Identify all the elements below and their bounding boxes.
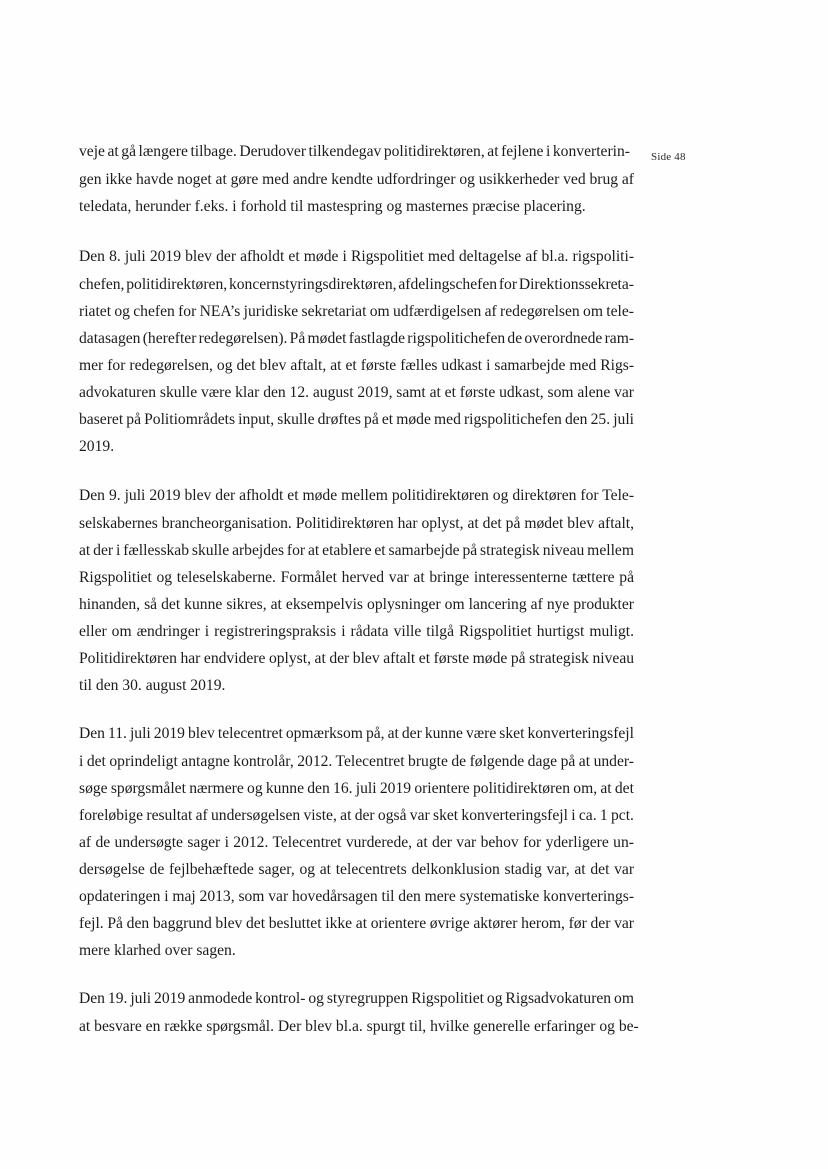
text-line: advokaturen skulle være klar den 12. august 2019, samt at et første udkast, som alene var: [79, 384, 634, 401]
text-line: Den 19. juli 2019 anmodede kontrol- og styregruppen Rigspolitiet og Rigsadvokaturen om: [79, 990, 634, 1007]
text-line: fejl. På den baggrund blev det besluttet ikke at orientere øvrige aktører herom, før der var: [79, 915, 634, 932]
text-line: af de undersøgte sager i 2012. Telecentret vurderede, at der var behov for yderligere un-: [79, 834, 634, 851]
text-line: veje at gå længere tilbage. Derudover tilkendegav politidirektøren, at fejlene i konverterin-: [79, 143, 630, 160]
text-line: eller om ændringer i registreringspraksis i rådata ville tilgå Rigspolitiet hurtigst muligt.: [79, 623, 634, 640]
text-line: mere klarhed over sagen.: [79, 942, 236, 959]
text-line: chefen, politidirektøren, koncernstyringsdirektøren, afdelingschefen for Direktionssekreta-: [79, 276, 635, 293]
text-line: Politidirektøren har endvidere oplyst, at der blev aftalt et første møde på strategisk niveau: [79, 650, 635, 667]
text-line: selskabernes brancheorganisation. Politidirektøren har oplyst, at det på mødet blev aftalt,: [79, 515, 635, 532]
text-line: gen ikke havde noget at gøre med andre kendte udfordringer og usikkerheder ved brug af: [79, 171, 634, 188]
text-line: 2019.: [79, 438, 115, 455]
text-line: at der i fællesskab skulle arbejdes for at etablere et samarbejde på strategisk niveau mellem: [79, 542, 634, 559]
text-line: i det oprindeligt antagne kontrolår, 2012. Telecentret brugte de følgende dage på at under-: [79, 753, 634, 770]
text-line: søge spørgsmålet nærmere og kunne den 16. juli 2019 orientere politidirektøren om, at det: [79, 780, 634, 797]
text-line: Den 11. juli 2019 blev telecentret opmærksom på, at der kunne være sket konverteringsfejl: [79, 725, 634, 742]
text-line: foreløbige resultat af undersøgelsen viste, at der også var sket konverteringsfejl i ca. 1 pct.: [79, 807, 634, 824]
text-line: teledata, herunder f.eks. i forhold til mastespring og masternes præcise placering.: [79, 198, 586, 215]
text-line: mer for redegørelsen, og det blev aftalt, at et første fælles udkast i samarbejde med Rigs-: [79, 357, 635, 374]
text-line: Den 9. juli 2019 blev der afholdt et møde mellem politidirektøren og direktøren for Tele-: [79, 487, 635, 504]
text-line: at besvare en række spørgsmål. Der blev bl.a. spurgt til, hvilke generelle erfaringer og be-: [79, 1018, 639, 1035]
text-line: hinanden, så det kunne sikres, at eksempelvis oplysninger om lancering af nye produkter: [79, 596, 634, 613]
text-line: baseret på Politiområdets input, skulle drøftes på et møde med rigspolitichefen den 25. juli: [79, 411, 635, 428]
text-line: Rigspolitiet og teleselskaberne. Formålet herved var at bringe interessenterne tættere på: [79, 569, 634, 586]
text-line: riatet og chefen for NEA’s juridiske sekretariat om udfærdigelsen af redegørelsen om tele-: [79, 303, 634, 320]
text-line: Den 8. juli 2019 blev der afholdt et møde i Rigspolitiet med deltagelse af bl.a. rigspoliti-: [79, 248, 635, 265]
text-line: til den 30. august 2019.: [79, 677, 226, 694]
page-number-label: Side 48: [651, 151, 686, 163]
text-line: datasagen (herefter redegørelsen). På mødet fastlagde rigspolitichefen de overordnede ram-: [79, 330, 635, 347]
text-line: opdateringen i maj 2013, som var hovedårsagen til den mere systematiske konverterings-: [79, 888, 635, 905]
text-line: dersøgelse de fejlbehæftede sager, og at telecentrets delkonklusion stadig var, at det var: [79, 861, 635, 878]
